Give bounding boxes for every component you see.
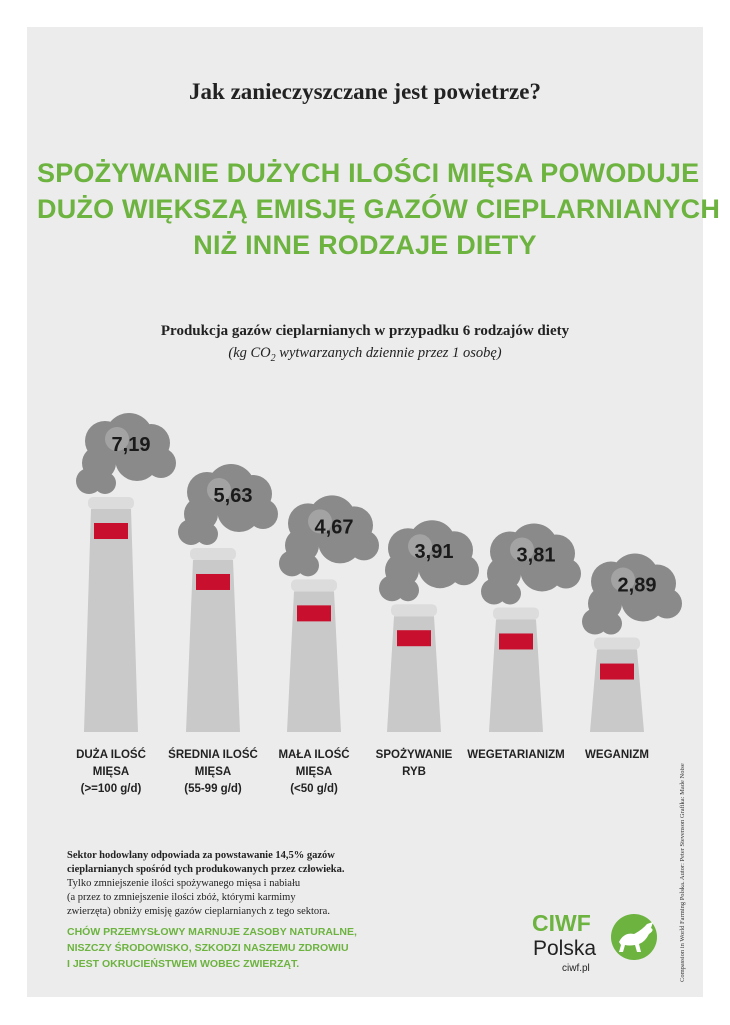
category-label [359,747,469,781]
category-label-line: WEGANIZM [585,749,649,761]
slogan-line: CHÓW PRZEMYSŁOWY MARNUJE ZASOBY NATURALNE, [67,926,357,938]
category-label-line: ŚREDNIA ILOŚĆ [168,749,258,761]
logo-url[interactable]: ciwf.pl [562,963,590,974]
logo-ciwf-text: CIWF [532,910,591,936]
category-label [259,747,369,798]
chimney-band [600,664,634,680]
value-label: 3,81 [516,544,556,567]
headline-line: SPOŻYWANIE DUŻYCH ILOŚCI MIĘSA POWODUJE [37,158,700,188]
info-line: Tylko zmniejszenie ilości spożywanego mięsa i nabiału [67,878,301,889]
chimney-bar [590,650,644,732]
category-label-line: WEGETARIANIZM [467,749,565,761]
slogan-line: NISZCZY ŚRODOWISKO, SZKODZI NASZEMU ZDROWIU [67,942,349,954]
category-label-line: (55-99 g/d) [184,783,242,795]
category-label [461,747,571,764]
unit-prefix: (kg CO [228,345,271,361]
smoke-puff [94,472,116,494]
credit-text: Compassion in World Farming Polska. Autor: Peter Stevenson Grafika: Made Noise [679,763,686,982]
chimney-cap [391,604,437,616]
smoke-puff [449,555,479,585]
smoke-puff [248,499,278,529]
chimney-band [499,633,533,649]
chimney-bar [84,509,138,732]
value-label: 4,67 [314,516,354,539]
smoke-puff [600,613,622,635]
chimney-band [94,523,128,539]
slogan [67,924,367,972]
category-label-line: MAŁA ILOŚĆ [278,749,350,761]
logo-polska-text: Polska [533,937,597,960]
category-label-line: (>=100 g/d) [80,783,142,795]
ciwf-logo[interactable] [532,910,672,980]
smoke-puff [652,589,682,619]
chimney-cap [493,607,539,619]
smoke-puff [349,530,379,560]
chimney-cap [594,638,640,650]
chimney-band [397,630,431,646]
info-bold-line: cieplarnianych spośród tych produkowanych przez człowieka. [67,864,345,875]
chimney-band [297,605,331,621]
info-line: zwierzęta) obniży emisję gazów cieplarnianych z tego sektora. [67,906,330,917]
smoke-puff [297,554,319,576]
category-label-line: SPOŻYWANIE [375,749,453,761]
unit-suffix: wytwarzanych dziennie przez 1 osobę) [275,345,502,361]
chart-title: Produkcja gazów cieplarnianych w przypadku 6 rodzajów diety [160,323,570,339]
chimney-chart [27,27,721,827]
info-text [67,849,357,919]
smoke-puff [196,523,218,545]
category-label-line: (<50 g/d) [290,783,338,795]
chimney-cap [190,548,236,560]
category-label-line: MIĘSA [194,766,232,778]
value-label: 5,63 [213,484,253,507]
category-label-line: DUŻA ILOŚĆ [76,749,146,761]
value-label: 2,89 [617,574,657,597]
category-label-line: MIĘSA [92,766,130,778]
value-label: 3,91 [414,541,454,564]
category-label [158,747,268,798]
chimney-band [196,574,230,590]
info-bold-line: Sektor hodowlany odpowiada za powstawanie 14,5% gazów [67,850,335,861]
question-heading: Jak zanieczyszczane jest powietrze? [189,79,541,104]
smoke-puff [499,582,521,604]
smoke-puff [397,579,419,601]
chimney-cap [291,579,337,591]
headline-line: NIŻ INNE RODZAJE DIETY [193,230,537,260]
chimney-cap [88,497,134,509]
category-label [562,747,672,764]
category-label-line: RYB [402,766,426,778]
smoke-puff [146,448,176,478]
unit-subscript: 2 [270,352,276,364]
ciwf-animal-icon [609,912,669,962]
poster [27,27,721,997]
info-line: (a przez to zmniejszenie ilości zbóż, którymi karmimy [67,892,296,903]
value-label: 7,19 [111,434,151,456]
headline-line: DUŻO WIĘKSZĄ EMISJĘ GAZÓW CIEPLARNIANYCH [37,194,721,224]
smoke-puff [551,558,581,588]
category-label [56,747,166,798]
slogan-line: I JEST OKRUCIEŃSTWEM WOBEC ZWIERZĄT. [67,958,300,970]
category-label-line: MIĘSA [295,766,333,778]
